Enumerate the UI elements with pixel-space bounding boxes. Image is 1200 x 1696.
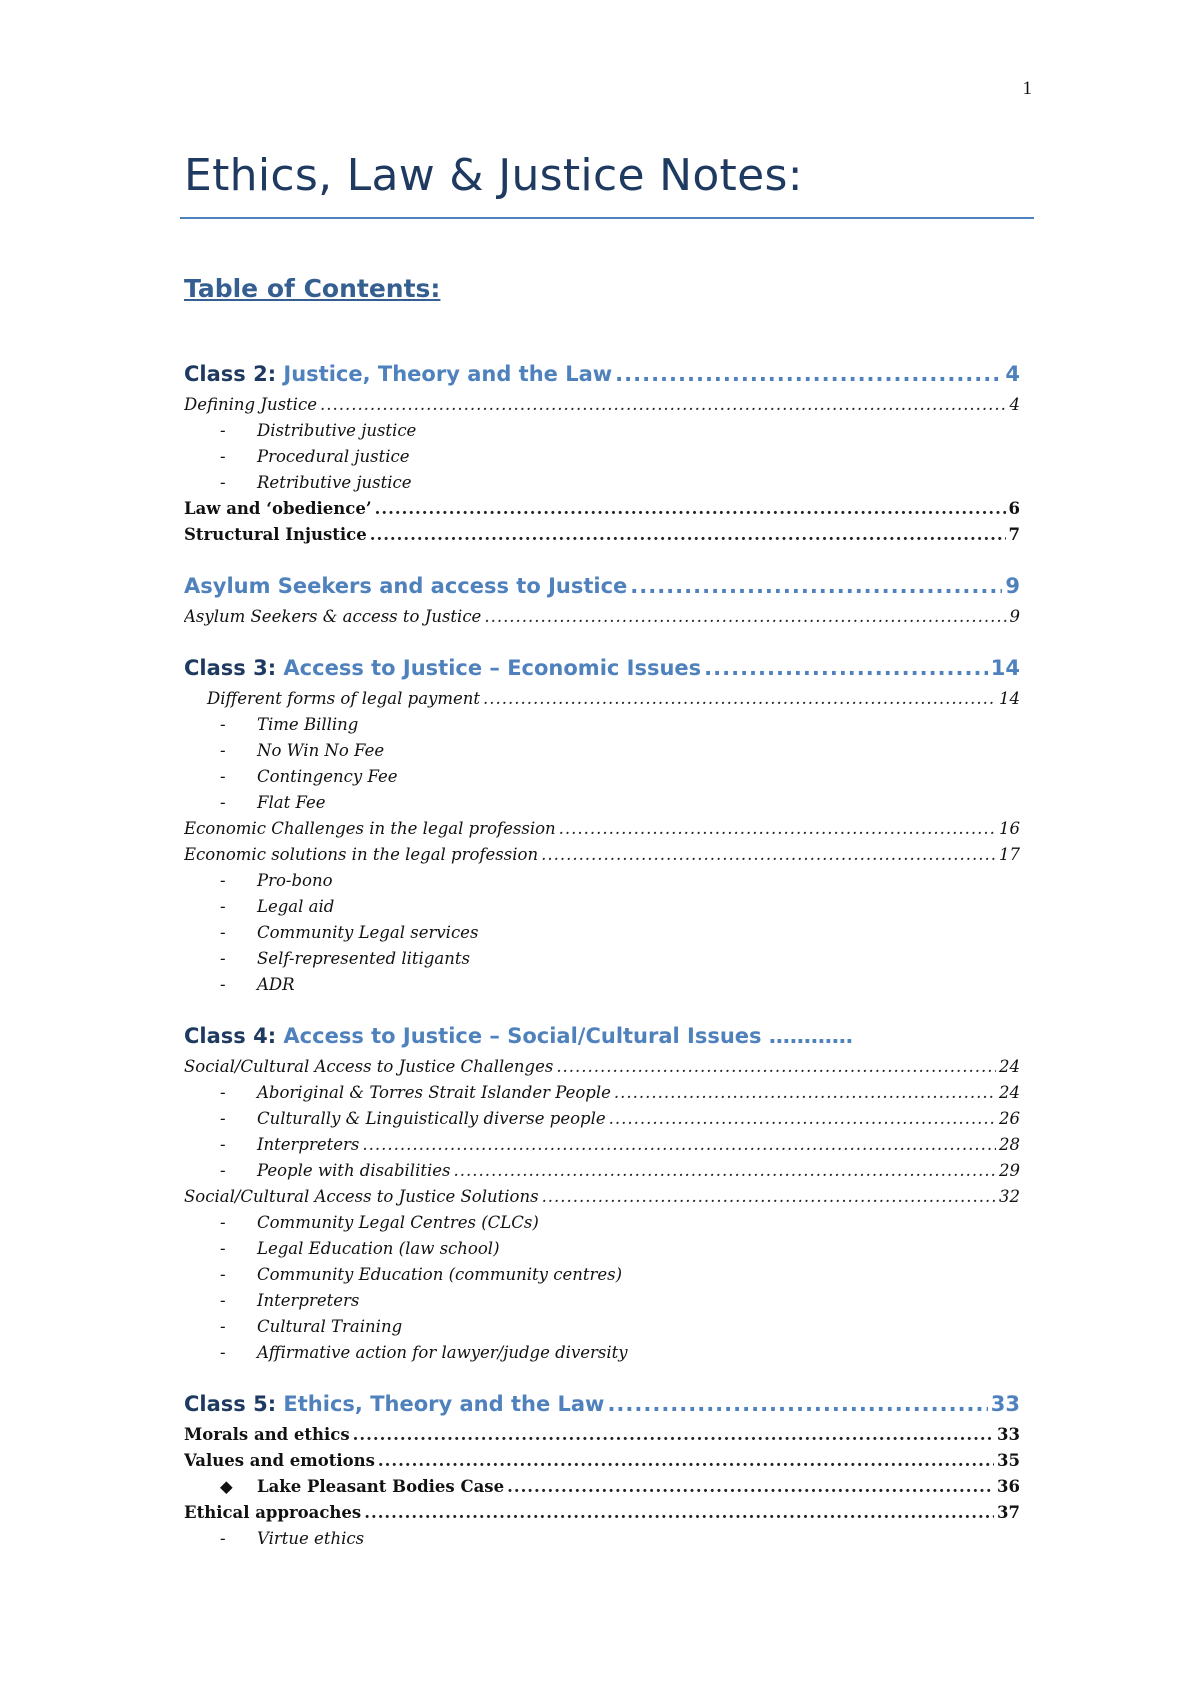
toc-bullet[interactable]: - Time Billing [220, 715, 359, 734]
toc-bullet[interactable]: - Retributive justice [220, 473, 412, 492]
toc-bullet[interactable]: - Self-represented litigants [220, 949, 470, 968]
toc-bullet[interactable]: - Culturally & Linguistically diverse people ..... 26 [184, 1106, 1020, 1132]
toc-section-class2[interactable]: Class 2: Justice, Theory and the Law ..... 4 [184, 356, 1020, 392]
toc-bullet[interactable]: - Community Legal services [220, 923, 479, 942]
toc-bullet[interactable]: - Community Education (community centres) [220, 1265, 623, 1284]
toc-bullet[interactable]: - No Win No Fee [220, 741, 385, 760]
toc-bullet[interactable]: - ADR [220, 975, 295, 994]
diamond-bullet-icon: ◆ [220, 1477, 233, 1496]
toc-entry-asylum-access[interactable]: Asylum Seekers & access to Justice ..... 9 [184, 604, 1020, 630]
toc-bullet[interactable]: - Community Legal Centres (CLCs) [220, 1213, 539, 1232]
toc-bullet[interactable]: - Legal aid [220, 897, 335, 916]
toc-section-class3[interactable]: Class 3: Access to Justice – Economic Issues ..... 14 [184, 650, 1020, 686]
toc-entry-law-obedience[interactable]: Law and ‘obedience’ ..... 6 [184, 496, 1020, 522]
toc-heading[interactable]: Table of Contents: [184, 274, 441, 303]
toc-bullet[interactable]: - Virtue ethics [220, 1529, 365, 1548]
toc-entry-structural-injustice[interactable]: Structural Injustice ..... 7 [184, 522, 1020, 548]
toc-section-class5[interactable]: Class 5: Ethics, Theory and the Law ..... 33 [184, 1386, 1020, 1422]
toc-bullet[interactable]: - Pro-bono [220, 871, 333, 890]
toc-bullet[interactable]: - Flat Fee [220, 793, 326, 812]
toc-bullet[interactable]: - Affirmative action for lawyer/judge diversity [220, 1343, 628, 1362]
toc-entry-ethical-approaches[interactable]: Ethical approaches ..... 37 [184, 1500, 1020, 1526]
document-title: Ethics, Law & Justice Notes: [184, 150, 803, 201]
toc-entry-lake-pleasant[interactable]: ◆ Lake Pleasant Bodies Case ..... 36 [184, 1474, 1020, 1500]
toc-bullet[interactable]: - Legal Education (law school) [220, 1239, 500, 1258]
toc-section-class4[interactable]: Class 4: Access to Justice – Social/Cultural Issues ………… [184, 1024, 853, 1048]
toc-bullet[interactable]: - Interpreters ..... 28 [184, 1132, 1020, 1158]
toc-entry-legal-payment[interactable]: Different forms of legal payment ..... 14 [184, 686, 1020, 712]
toc-entry-social-challenges[interactable]: Social/Cultural Access to Justice Challenges ..... 24 [184, 1054, 1020, 1080]
toc-bullet[interactable]: - Aboriginal & Torres Strait Islander People ..... 24 [184, 1080, 1020, 1106]
toc-bullet[interactable]: - Distributive justice [220, 421, 417, 440]
page-number: 1 [1022, 78, 1032, 99]
toc-entry-defining-justice[interactable]: Defining Justice ..... 4 [184, 392, 1020, 418]
toc-bullet[interactable]: - Interpreters [220, 1291, 360, 1310]
toc-entry-values-emotions[interactable]: Values and emotions ..... 35 [184, 1448, 1020, 1474]
toc-bullet[interactable]: - Cultural Training [220, 1317, 403, 1336]
toc-entry-social-solutions[interactable]: Social/Cultural Access to Justice Solutions ..... 32 [184, 1184, 1020, 1210]
toc-bullet[interactable]: - Procedural justice [220, 447, 410, 466]
toc-entry-morals-ethics[interactable]: Morals and ethics ..... 33 [184, 1422, 1020, 1448]
toc-entry-economic-solutions[interactable]: Economic solutions in the legal profession ..... 17 [184, 842, 1020, 868]
toc-bullet[interactable]: - People with disabilities ..... 29 [184, 1158, 1020, 1184]
toc-section-asylum[interactable]: Asylum Seekers and access to Justice ..... 9 [184, 568, 1020, 604]
table-of-contents [184, 356, 1020, 1552]
toc-bullet[interactable]: - Contingency Fee [220, 767, 398, 786]
title-rule [180, 217, 1034, 219]
toc-entry-economic-challenges[interactable]: Economic Challenges in the legal profession ..... 16 [184, 816, 1020, 842]
